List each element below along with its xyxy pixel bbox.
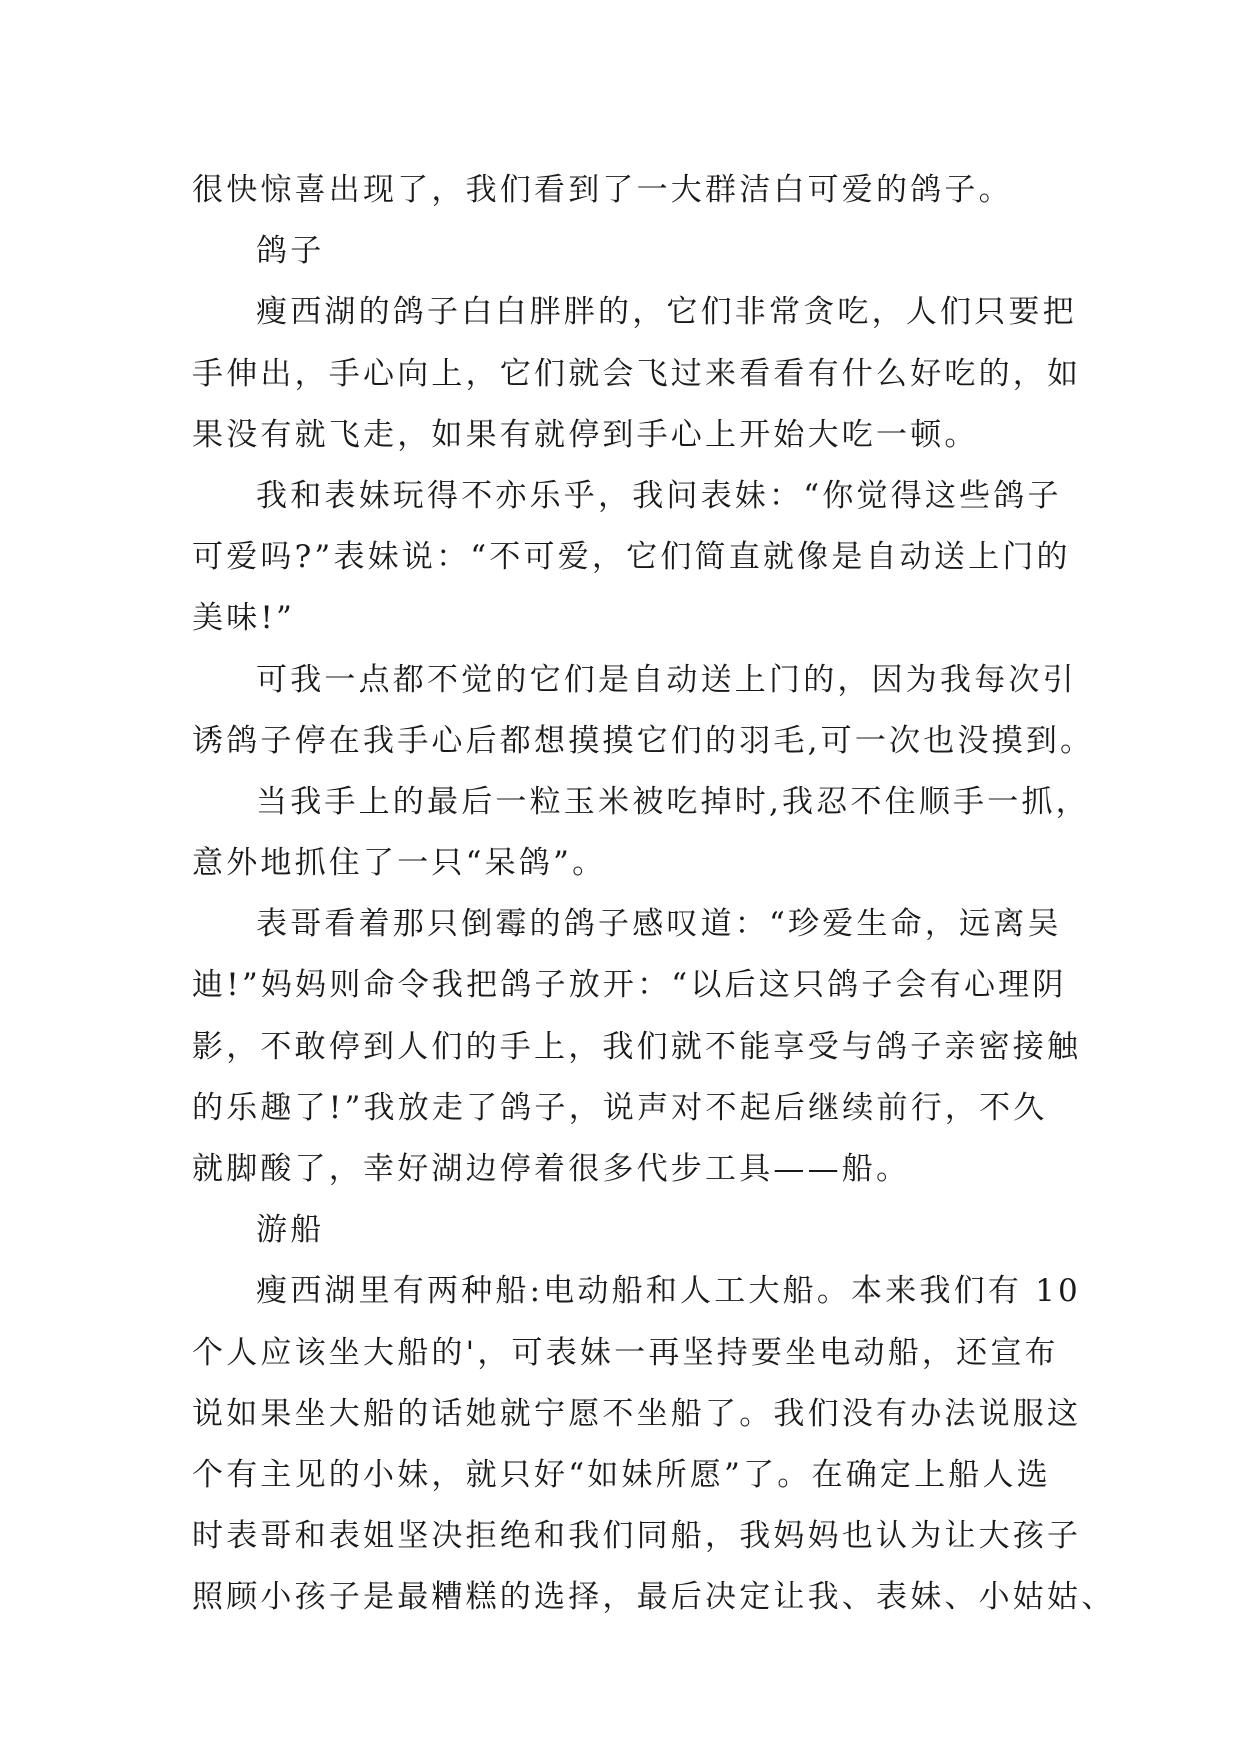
text-line: 迪!”妈妈则命令我把鸽子放开：“以后这只鸽子会有心理阴 (192, 967, 1067, 1004)
text-line: 可爱吗?”表妹说：“不可爱，它们简直就像是自动送上门的 (192, 539, 1071, 576)
text-line: 瘦西湖里有两种船:电动船和人工大船。本来我们有 10 (256, 1273, 1081, 1310)
section-heading-pigeons: 鸽子 (256, 233, 325, 270)
text-line: 的乐趣了!”我放走了鸽子，说声对不起后继续前行，不久 (192, 1089, 1048, 1126)
text-line: 个人应该坐大船的'，可表妹一再坚持要坐电动船，还宣布 (192, 1334, 1059, 1371)
text-line: 可我一点都不觉的它们是自动送上门的，因为我每次引 (256, 661, 1077, 698)
text-line: 我和表妹玩得不亦乐乎，我问表妹：“你觉得这些鸽子 (256, 477, 1062, 514)
text-line: 意外地抓住了一只“呆鸽”。 (192, 845, 607, 882)
text-line: 手伸出，手心向上，它们就会飞过来看看有什么好吃的，如 (192, 355, 1082, 392)
text-line: 美味!” (192, 600, 296, 637)
text-line: 很快惊喜出现了，我们看到了一大群洁白可爱的鸽子。 (192, 172, 1013, 208)
text-line: 表哥看着那只倒霉的鸽子感叹道：“珍爱生命，远离吴 (256, 906, 1062, 943)
text-line: 果没有就飞走，如果有就停到手心上开始大吃一顿。 (192, 416, 979, 453)
section-heading-boats: 游船 (256, 1212, 325, 1249)
text-line: 照顾小孩子是最糟糕的选择，最后决定让我、表妹、小姑姑、 (192, 1579, 1116, 1616)
text-line: 瘦西湖的鸽子白白胖胖的，它们非常贪吃，人们只要把 (256, 294, 1077, 331)
text-line: 说如果坐大船的话她就宁愿不坐船了。我们没有办法说服这 (192, 1395, 1082, 1432)
text-line: 诱鸽子停在我手心后都想摸摸它们的羽毛,可一次也没摸到。 (192, 722, 1095, 759)
text-line: 时表哥和表姐坚决拒绝和我们同船，我妈妈也认为让大孩子 (192, 1518, 1082, 1555)
text-line: 个有主见的小妹，就只好“如妹所愿”了。在确定上船人选 (192, 1456, 1051, 1493)
text-line: 就脚酸了，幸好湖边停着很多代步工具——船。 (192, 1151, 911, 1187)
text-line: 当我手上的最后一粒玉米被吃掉时,我忍不住顺手一抓， (256, 783, 1090, 820)
text-line: 影，不敢停到人们的手上，我们就不能享受与鸽子亲密接触 (192, 1028, 1082, 1065)
document-page (192, 160, 1116, 1629)
